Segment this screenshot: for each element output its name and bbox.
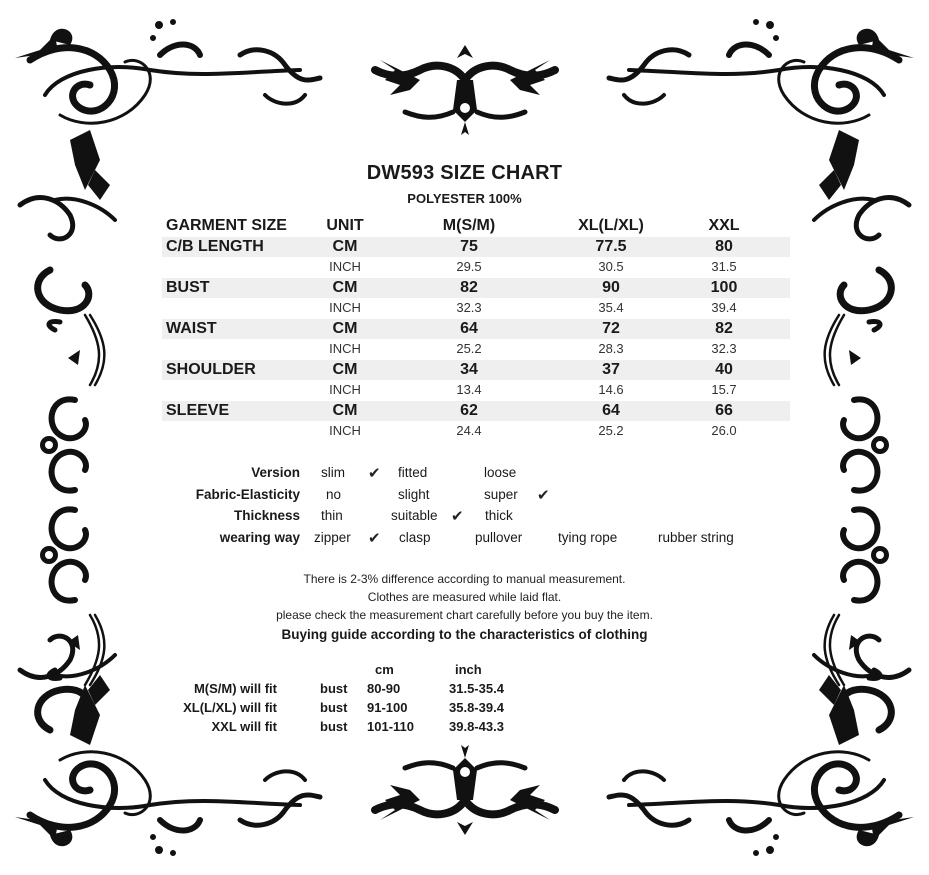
value-inch: 35.4 (598, 300, 624, 315)
guide-inch-range: 31.5-35.4 (449, 681, 504, 696)
guide-fit-label: XXL will fit (211, 719, 277, 734)
attribute-fabric-elasticity (0, 485, 929, 507)
note-line: There is 2-3% difference according to manual measurement. (303, 572, 626, 586)
unit-cm: CM (332, 319, 358, 337)
col-unit: UNIT (326, 217, 364, 234)
option-suitable: suitable (391, 508, 438, 523)
unit-cm: CM (332, 360, 358, 378)
attribute-label: Version (251, 465, 300, 480)
value-cm: 66 (715, 401, 733, 419)
attribute-wearing-way (0, 528, 929, 550)
guide-cm-range: 80-90 (367, 681, 401, 696)
table-row (162, 237, 790, 258)
size-table (162, 216, 790, 442)
guide-fit-label: XL(L/XL) will fit (183, 700, 277, 715)
value-cm: 80 (715, 237, 733, 255)
value-cm: 37 (602, 360, 620, 378)
value-cm: 62 (460, 401, 478, 419)
value-cm: 64 (460, 319, 478, 337)
col-size-m: M(S/M) (442, 217, 496, 234)
guide-col-inch: inch (455, 662, 482, 677)
option-super: super (484, 486, 518, 502)
table-row (162, 278, 790, 299)
value-inch: 25.2 (456, 341, 482, 356)
measurement-notes (0, 570, 929, 624)
guide-col-cm: cm (375, 662, 394, 677)
guide-inch-range: 39.8-43.3 (449, 719, 504, 734)
guide-cm-range: 91-100 (367, 700, 408, 715)
option-rubber-string: rubber string (658, 529, 734, 545)
value-cm: 100 (710, 278, 738, 296)
unit-cm: CM (332, 237, 358, 255)
table-header-row (162, 216, 790, 237)
value-inch: 13.4 (456, 382, 482, 397)
check-icon: ✔ (451, 508, 464, 525)
option-no: no (326, 486, 342, 502)
value-inch: 24.4 (456, 423, 482, 438)
measure-label: SLEEVE (166, 401, 230, 419)
unit-inch: INCH (329, 259, 361, 274)
table-row (162, 298, 790, 319)
attribute-label: wearing way (219, 529, 300, 545)
guide-part: bust (320, 700, 348, 715)
option-slim: slim (321, 465, 345, 480)
check-icon: ✔ (368, 465, 381, 482)
chart-title: DW593 SIZE CHART (366, 162, 563, 184)
table-row (162, 360, 790, 381)
value-inch: 32.3 (456, 300, 482, 315)
table-row (162, 319, 790, 340)
measure-label: C/B LENGTH (166, 237, 264, 255)
guide-part: bust (320, 719, 348, 734)
guide-cm-range: 101-110 (367, 719, 414, 734)
attribute-thickness (0, 506, 929, 528)
note-line: Clothes are measured while laid flat. (367, 590, 562, 604)
value-inch: 26.0 (711, 423, 737, 438)
value-inch: 15.7 (711, 382, 737, 397)
value-cm: 82 (715, 319, 733, 337)
value-cm: 90 (602, 278, 620, 296)
garment-attributes (0, 463, 929, 549)
value-inch: 14.6 (598, 382, 624, 397)
measure-label: WAIST (166, 319, 217, 337)
option-loose: loose (484, 465, 517, 480)
option-thin: thin (321, 508, 343, 523)
table-row (162, 339, 790, 360)
guide-part: bust (320, 681, 348, 696)
option-tying-rope: tying rope (558, 529, 618, 545)
col-size-xl: XL(L/XL) (578, 217, 644, 234)
table-row (162, 257, 790, 278)
option-pullover: pullover (475, 529, 523, 545)
value-cm: 72 (602, 319, 620, 337)
guide-row (0, 681, 929, 700)
table-row (162, 421, 790, 442)
value-cm: 34 (460, 360, 478, 378)
table-row (162, 380, 790, 401)
value-inch: 25.2 (598, 423, 624, 438)
attribute-label: Thickness (233, 508, 300, 523)
value-inch: 39.4 (711, 300, 737, 315)
value-inch: 31.5 (711, 259, 737, 274)
value-inch: 32.3 (711, 341, 737, 356)
unit-inch: INCH (329, 300, 361, 315)
unit-inch: INCH (329, 341, 361, 356)
unit-cm: CM (332, 401, 358, 419)
option-thick: thick (485, 508, 513, 523)
value-cm: 75 (460, 237, 478, 255)
value-inch: 28.3 (598, 341, 624, 356)
material-label: POLYESTER 100% (407, 191, 522, 206)
attribute-label: Fabric-Elasticity (195, 486, 300, 502)
check-icon: ✔ (537, 486, 550, 504)
col-size-xxl: XXL (708, 217, 740, 234)
option-slight: slight (398, 486, 430, 502)
option-clasp: clasp (399, 529, 431, 545)
value-inch: 29.5 (456, 259, 482, 274)
guide-row (0, 719, 929, 738)
unit-inch: INCH (329, 423, 361, 438)
buying-guide-table (0, 662, 929, 738)
col-garment-size: GARMENT SIZE (166, 217, 287, 234)
value-cm: 64 (602, 401, 620, 419)
check-icon: ✔ (368, 529, 381, 547)
buying-guide-title: Buying guide according to the characteristics of clothing (281, 627, 648, 642)
option-fitted: fitted (398, 465, 428, 480)
attribute-version (0, 463, 929, 485)
measure-label: SHOULDER (166, 360, 256, 378)
table-row (162, 401, 790, 422)
guide-fit-label: M(S/M) will fit (193, 681, 277, 696)
guide-inch-range: 35.8-39.4 (449, 700, 504, 715)
unit-inch: INCH (329, 382, 361, 397)
value-inch: 30.5 (598, 259, 624, 274)
guide-row (0, 700, 929, 719)
value-cm: 77.5 (595, 237, 627, 255)
value-cm: 40 (715, 360, 733, 378)
guide-header-row (0, 662, 929, 681)
option-zipper: zipper (314, 529, 351, 545)
value-cm: 82 (460, 278, 478, 296)
measure-label: BUST (166, 278, 210, 296)
note-line: please check the measurement chart carefully before you buy the item. (276, 608, 653, 622)
unit-cm: CM (332, 278, 358, 296)
